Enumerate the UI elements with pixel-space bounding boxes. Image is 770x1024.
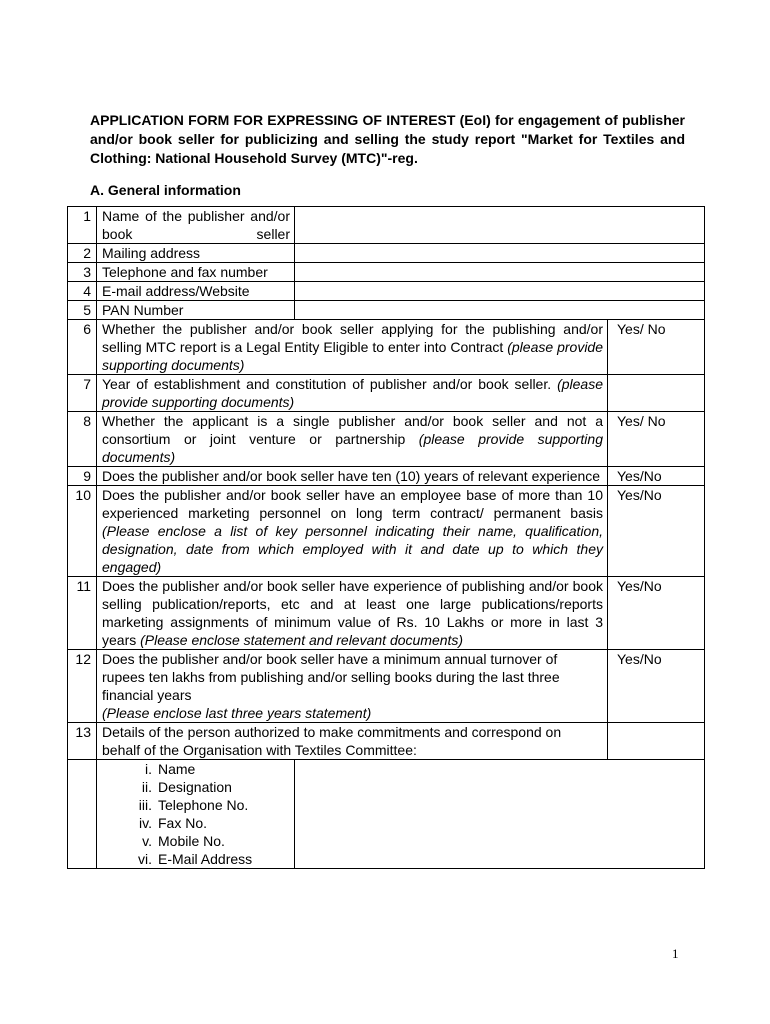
row-question: Does the publisher and/or book seller have ten (10) years of relevant experience [97,467,608,486]
list-item: vi. E-Mail Address [138,851,253,867]
authorized-person-details-list [102,760,290,868]
pan-number-input-cell[interactable] [295,301,705,320]
row-label: E-mail address/Website [97,282,295,301]
table-row [68,375,705,412]
row-number: 12 [68,650,97,723]
answer-cell[interactable]: Yes/No [608,577,705,650]
table-row [68,263,705,282]
row-number: 10 [68,486,97,577]
mailing-address-input-cell[interactable] [295,244,705,263]
row-question: Whether the applicant is a single publisher and/or book seller and not a consortium or joint venture or partnership (please provide supporting documents) [97,412,608,467]
row-label: Telephone and fax number [97,263,295,282]
email-website-input-cell[interactable] [295,282,705,301]
answer-cell[interactable]: Yes/No [608,486,705,577]
row-number: 6 [68,320,97,375]
answer-cell[interactable]: Yes/ No [608,320,705,375]
authorized-person-input-cell[interactable] [295,760,705,869]
table-row [68,244,705,263]
row-number: 8 [68,412,97,467]
table-row [68,207,705,244]
row-question: Whether the publisher and/or book seller applying for the publishing and/or selling MTC report is a Legal Entity Eligible to enter into Contract (please provide supporting documents) [97,320,608,375]
answer-cell[interactable]: Yes/No [608,467,705,486]
list-item: iii. Telephone No. [138,797,249,813]
form-title: APPLICATION FORM FOR EXPRESSING OF INTEREST (EoI) for engagement of publisher and/or book seller for publicizing and selling the study report "Market for Textiles and Clothing: National Household Survey (MTC)"-reg. [90,112,685,166]
row-number: 3 [68,263,97,282]
list-item: iv. Fax No. [139,815,208,831]
list-item: ii. Designation [141,779,232,795]
row-label: Name of the publisher and/or book seller [97,207,295,244]
table-row [68,282,705,301]
list-item: v. Mobile No. [142,833,225,849]
page-number: 1 [672,946,679,961]
answer-cell[interactable] [608,375,705,412]
table-row [68,486,705,577]
row-question: Details of the person authorized to make commitments and correspond on behalf of the Organisation with Textiles Committee: [97,723,608,760]
telephone-fax-input-cell[interactable] [295,263,705,282]
sub-items-cell [97,760,295,869]
table-row [68,650,705,723]
table-row [68,301,705,320]
row-number: 1 [68,207,97,244]
row-number: 9 [68,467,97,486]
answer-cell[interactable] [608,723,705,760]
empty-number-cell [68,760,97,869]
row-number: 11 [68,577,97,650]
section-heading: A. General information [90,182,241,198]
answer-cell[interactable]: Yes/No [608,650,705,723]
row-number: 7 [68,375,97,412]
row-number: 2 [68,244,97,263]
row-number: 4 [68,282,97,301]
table-row [68,467,705,486]
table-row [68,760,705,869]
row-question: Does the publisher and/or book seller have a minimum annual turnover of rupees ten lakhs from publishing and/or selling books during the last three financial years (Please enclose last three years statement) [97,650,608,723]
answer-cell[interactable]: Yes/ No [608,412,705,467]
row-number: 13 [68,723,97,760]
table-row [68,412,705,467]
row-number: 5 [68,301,97,320]
table-row [68,320,705,375]
row-question: Does the publisher and/or book seller have experience of publishing and/or book selling publication/reports, etc and at least one large publications/reports marketing assignments of minimum value of Rs. 10 Lakhs or more in last 3 years (Please enclose statement and relevant documents) [97,577,608,650]
row-question: Year of establishment and constitution of publisher and/or book seller. (please provide supporting documents) [97,375,608,412]
table-row [68,577,705,650]
name-input-cell[interactable] [295,207,705,244]
row-label: PAN Number [97,301,295,320]
row-question: Does the publisher and/or book seller have an employee base of more than 10 experienced marketing personnel on long term contract/ permanent basis (Please enclose a list of key personnel indicating their name, qualification, designation, date from which employed with it and date up to which they engaged) [97,486,608,577]
general-information-table [67,206,705,869]
table-row [68,723,705,760]
list-item: i. Name [145,761,196,777]
row-label: Mailing address [97,244,295,263]
